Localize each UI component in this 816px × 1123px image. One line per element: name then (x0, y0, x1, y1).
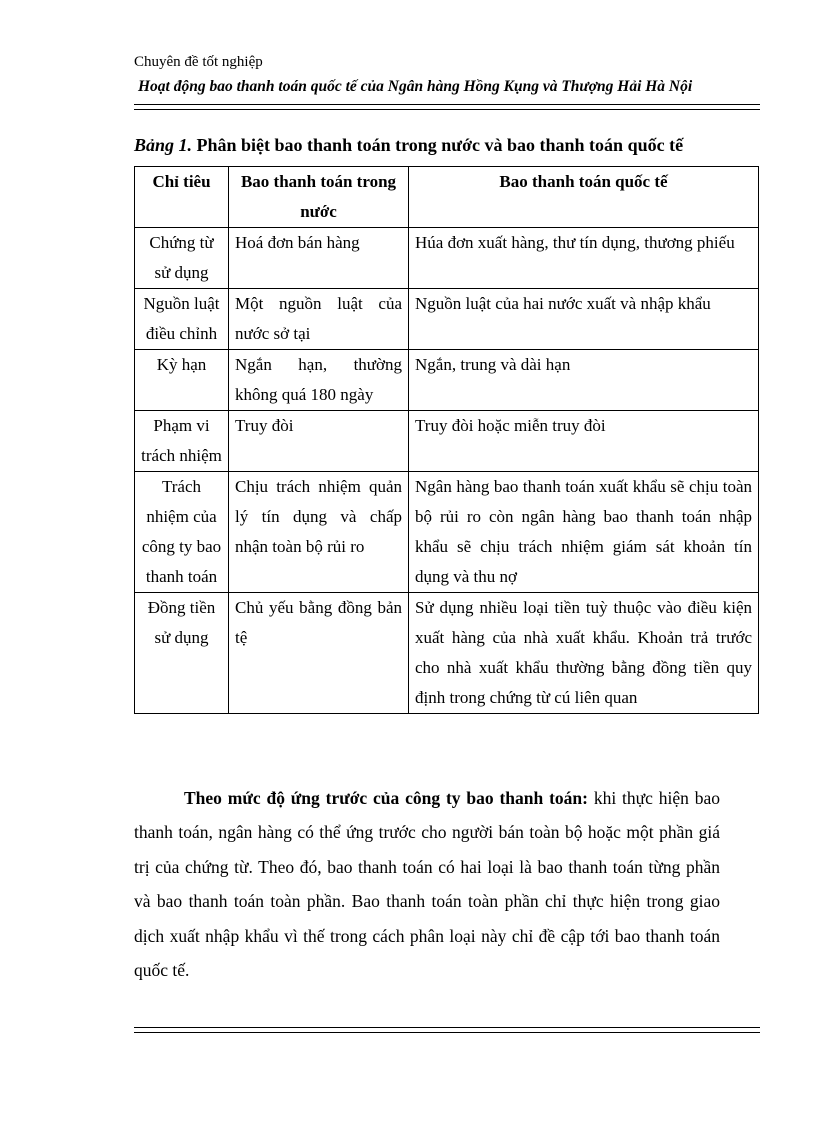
table-caption-title: Phân biệt bao thanh toán trong nước và bao thanh toán quốc tế (192, 135, 684, 155)
header-criterion: Chỉ tiêu (135, 167, 229, 228)
row-international: Húa đơn xuất hàng, thư tín dụng, thương phiếu (409, 228, 759, 289)
table-caption-label: Bảng 1. (134, 135, 193, 155)
row-international: Sử dụng nhiều loại tiền tuỳ thuộc vào điều kiện xuất hàng của nhà xuất khẩu. Khoản trả trước cho nhà xuất khẩu thường bằng đồng tiền quy định trong chứng từ cú liên quan (409, 593, 759, 714)
row-criterion: Đồng tiền sử dụng (135, 593, 229, 714)
row-domestic: Một nguồn luật của nước sở tại (229, 289, 409, 350)
table-row (135, 472, 759, 593)
row-domestic: Chủ yếu bằng đồng bản tệ (229, 593, 409, 714)
paragraph-lead: Theo mức độ ứng trước của công ty bao thanh toán: (184, 787, 588, 808)
table-row (135, 411, 759, 472)
document-header-subtitle: Hoạt động bao thanh toán quốc tế của Ngân hàng Hồng Kụng và Thượng Hải Hà Nội (138, 78, 693, 95)
footer-divider (134, 1027, 760, 1033)
row-criterion: Kỳ hạn (135, 350, 229, 411)
row-domestic: Chịu trách nhiệm quản lý tín dụng và chấp nhận toàn bộ rủi ro (229, 472, 409, 593)
row-international: Nguồn luật của hai nước xuất và nhập khẩu (409, 289, 759, 350)
row-international: Ngắn, trung và dài hạn (409, 350, 759, 411)
row-international: Ngân hàng bao thanh toán xuất khẩu sẽ chịu toàn bộ rủi ro còn ngân hàng bao thanh toán nhập khẩu sẽ chịu trách nhiệm giám sát khoản tín dụng và thu nợ (409, 472, 759, 593)
table-header-row (135, 167, 759, 228)
row-criterion: Phạm vi trách nhiệm (135, 411, 229, 472)
table-row (135, 228, 759, 289)
table-row (135, 289, 759, 350)
table-row (135, 593, 759, 714)
paragraph-body: khi thực hiện bao thanh toán, ngân hàng có thể ứng trước cho người bán toàn bộ hoặc một phần giá trị của chứng từ. Theo đó, bao thanh toán có hai loại là bao thanh toán từng phần và bao thanh toán toàn phần. Bao thanh toán toàn phần chỉ thực hiện trong giao dịch xuất nhập khẩu vì thế trong cách phân loại này chỉ đề cập tới bao thanh toán quốc tế. (134, 787, 721, 980)
header-international: Bao thanh toán quốc tế (409, 167, 759, 228)
row-criterion: Chứng từ sử dụng (135, 228, 229, 289)
header-domestic: Bao thanh toán trong nước (229, 167, 409, 228)
comparison-table (134, 166, 759, 714)
header-divider (134, 104, 760, 110)
body-paragraph (134, 781, 720, 988)
row-domestic: Truy đòi (229, 411, 409, 472)
row-international: Truy đòi hoặc miễn truy đòi (409, 411, 759, 472)
document-header-title: Chuyên đề tốt nghiệp (134, 54, 263, 70)
row-domestic: Ngắn hạn, thường không quá 180 ngày (229, 350, 409, 411)
table-row (135, 350, 759, 411)
table-caption (134, 133, 683, 157)
row-criterion: Trách nhiệm của công ty bao thanh toán (135, 472, 229, 593)
row-domestic: Hoá đơn bán hàng (229, 228, 409, 289)
row-criterion: Nguồn luật điều chỉnh (135, 289, 229, 350)
